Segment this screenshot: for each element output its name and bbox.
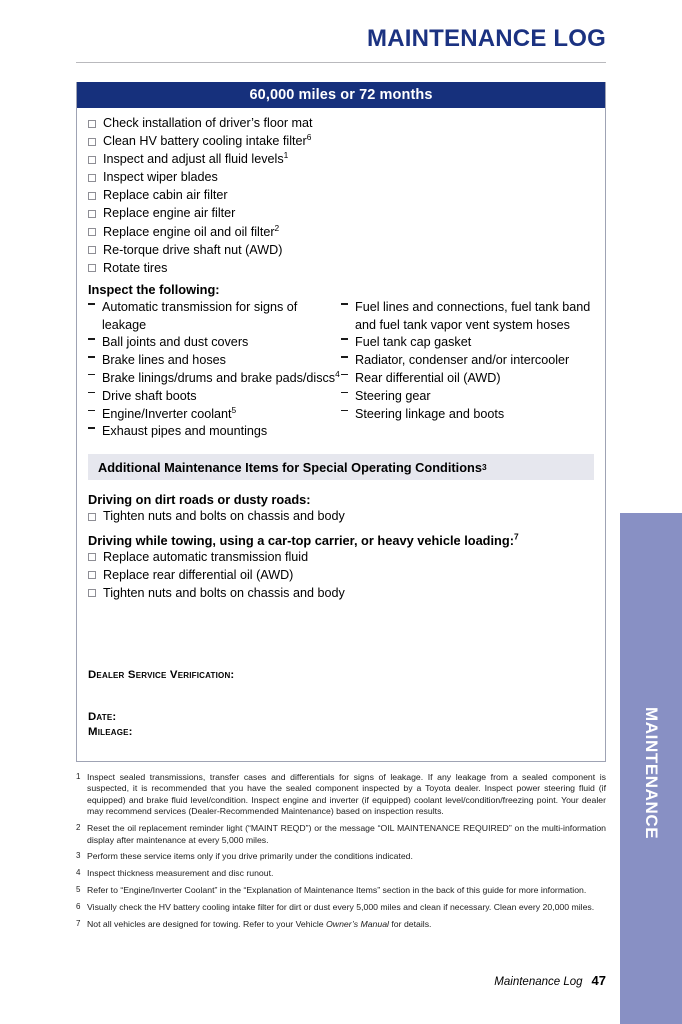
checklist-label: Tighten nuts and bolts on chassis and body: [103, 509, 345, 524]
checkbox-icon[interactable]: [88, 246, 96, 254]
dash-bullet-icon: [341, 356, 349, 357]
dash-bullet-icon: [88, 338, 96, 339]
footnote-ref: 7: [513, 531, 519, 542]
checklist-label: Re-torque drive shaft nut (AWD): [103, 242, 283, 257]
checklist-label: Inspect and adjust all fluid levels$^1$: [103, 150, 289, 167]
inspect-row: [88, 334, 341, 351]
checklist-label: Replace engine oil and oil filter$^2$: [103, 222, 280, 239]
condition-heading: Driving while towing, using a car-top carrier, or heavy vehicle loading:$^7$: [88, 531, 519, 548]
footnote: [76, 885, 606, 896]
checklist-row[interactable]: [88, 585, 594, 603]
inspect-column-left: [88, 299, 341, 441]
inspect-label: Ball joints and dust covers: [102, 335, 249, 350]
checklist-label: Rotate tires: [103, 260, 168, 275]
footnote-ref: 4: [335, 368, 340, 379]
footnote-ref: 2: [274, 222, 280, 233]
footnote: [76, 919, 606, 930]
checkbox-icon[interactable]: [88, 228, 96, 236]
inspect-label: Steering linkage and boots: [355, 406, 505, 421]
footnote-text: Visually check the HV battery cooling intake filter for dirt or dust every 5,000 miles and clean if necessary. Clean every 20,000 miles.: [87, 902, 595, 913]
checklist-row[interactable]: [88, 242, 594, 260]
checklist-row[interactable]: [88, 187, 594, 205]
page-footer: [494, 973, 606, 988]
additional-items-title: Additional Maintenance Items for Special Operating Conditions: [98, 459, 482, 475]
footnote-text: Not all vehicles are designed for towing. Refer to your Vehicle Owner’s Manual for details.: [87, 919, 432, 930]
checklist-row[interactable]: [88, 260, 594, 278]
checkbox-icon[interactable]: [88, 156, 96, 164]
inspect-row: [88, 423, 341, 440]
page-header: [0, 0, 682, 66]
footnote-number: 6: [76, 901, 81, 911]
dash-bullet-icon: [341, 303, 349, 304]
checklist-label: Clean HV battery cooling intake filter$^6$: [103, 131, 312, 149]
checklist-row[interactable]: [88, 205, 594, 223]
dash-bullet-icon: [341, 338, 349, 339]
footnote-text: Reset the oil replacement reminder light (“MAINT REQD”) or the message “OIL MAINTENANCE REQUIRED” on the multi-information display after maintenance at every 5,000 miles.: [87, 823, 606, 845]
inspect-label: Drive shaft boots: [102, 388, 197, 403]
checklist-label: Check installation of driver’s floor mat: [103, 116, 313, 130]
maintenance-log-box: [76, 82, 606, 762]
footnote-number: 2: [76, 822, 81, 832]
dealer-verification-label: Dealer Service Verification:: [88, 669, 235, 682]
checklist-row[interactable]: [88, 549, 594, 567]
footnote-ref: 5: [231, 404, 237, 415]
mileage-label: Mileage:: [88, 726, 133, 739]
footnote: [76, 823, 606, 846]
dealer-signature-space: [88, 683, 594, 710]
checklist-label: Replace engine air filter: [103, 206, 236, 221]
inspect-label: Automatic transmission for signs of leakage: [102, 300, 298, 332]
footnote-text: Inspect sealed transmissions, transfer cases and differentials for signs of leakage. If any leakage from a sealed component is suspected, it is recommended that you have the sealed component inspected by a Toyota dealer. Inspect power steering fluid (if equipped) and brake fluid level/condition. Inspect engine and inverter (if equipped) coolant level/condition/freezing point. Your dealer may recommend services (Dealer-Recommended Maintenance) based on inspection results.: [87, 772, 606, 817]
footnote-number: 3: [76, 850, 81, 860]
inspect-column-right: [341, 299, 594, 441]
condition-heading: Driving on dirt roads or dusty roads:: [88, 492, 311, 508]
footnote-text: Refer to “Engine/Inverter Coolant” in the “Explanation of Maintenance Items” section in the back of this guide for more information.: [87, 885, 587, 896]
dash-bullet-icon: [88, 410, 96, 411]
checkbox-icon[interactable]: [88, 589, 96, 597]
side-tab-label: MAINTENANCE: [642, 707, 661, 840]
inspect-row: [88, 352, 341, 369]
section-side-tab: [620, 513, 682, 1024]
footnote-number: 4: [76, 867, 81, 877]
checkbox-icon[interactable]: [88, 138, 96, 146]
footnote-text: Perform these service items only if you drive primarily under the conditions indicated.: [87, 851, 413, 862]
checklist-row[interactable]: [88, 151, 594, 169]
dash-bullet-icon: [88, 392, 96, 393]
checklist-label: Replace cabin air filter: [103, 188, 228, 203]
checkbox-icon[interactable]: [88, 192, 96, 200]
footnote-number: 1: [76, 771, 81, 781]
inspect-label: Fuel tank cap gasket: [355, 335, 472, 350]
box-inner: [77, 108, 605, 740]
checkbox-icon[interactable]: [88, 120, 96, 128]
dash-bullet-icon: [88, 356, 96, 357]
inspect-columns: [88, 299, 594, 441]
footnote: [76, 851, 606, 862]
checklist-row[interactable]: [88, 169, 594, 187]
inspect-label: Brake linings/drums and brake pads/discs$^4$: [102, 368, 340, 385]
checkbox-icon[interactable]: [88, 174, 96, 182]
inspect-row: [341, 370, 594, 387]
checklist-row[interactable]: [88, 508, 594, 526]
inspect-label: Steering gear: [355, 388, 431, 403]
interval-banner: 60,000 miles or 72 months: [77, 82, 605, 108]
checkbox-icon[interactable]: [88, 513, 96, 521]
page-title: MAINTENANCE LOG: [367, 25, 606, 52]
checkbox-icon[interactable]: [88, 571, 96, 579]
inspect-row: [88, 406, 341, 423]
inspect-label: Fuel lines and connections, fuel tank band and fuel tank vapor vent system hoses: [355, 300, 591, 332]
footnote: [76, 868, 606, 879]
inspect-label: Radiator, condenser and/or intercooler: [355, 353, 570, 368]
checklist-row[interactable]: [88, 224, 594, 242]
inspect-row: [88, 370, 341, 387]
inspect-row: [341, 388, 594, 405]
checklist-row[interactable]: [88, 133, 594, 151]
inspect-heading: Inspect the following:: [88, 282, 220, 298]
checkbox-icon[interactable]: [88, 553, 96, 561]
inspect-label: Engine/Inverter coolant$^5$: [102, 404, 237, 421]
checkbox-icon[interactable]: [88, 264, 96, 272]
inspect-row: [88, 299, 341, 334]
checklist-row[interactable]: [88, 567, 594, 585]
footnote-number: 7: [76, 918, 81, 928]
inspect-label: Rear differential oil (AWD): [355, 370, 501, 385]
checklist-label: Replace rear differential oil (AWD): [103, 567, 294, 582]
dealer-verification-block: [88, 668, 594, 740]
header-divider: [76, 62, 606, 63]
footnote-ref: 1: [283, 150, 289, 160]
inspect-row: [341, 406, 594, 423]
footnote-ref: 6: [306, 131, 312, 142]
footer-page-number: 47: [591, 973, 606, 988]
inspect-label: Brake lines and hoses: [102, 353, 226, 368]
maintenance-checklist: [88, 115, 594, 277]
additional-items-band: Additional Maintenance Items for Special Operating Conditions 3: [88, 454, 594, 480]
dash-bullet-icon: [341, 374, 349, 375]
checkbox-icon[interactable]: [88, 210, 96, 218]
footnote: [76, 772, 606, 818]
checklist-label: Tighten nuts and bolts on chassis and body: [103, 585, 345, 600]
checklist-row[interactable]: [88, 115, 594, 133]
inspect-row: [88, 388, 341, 405]
footnote: [76, 902, 606, 913]
dash-bullet-icon: [88, 303, 96, 304]
dash-bullet-icon: [341, 410, 349, 411]
inspect-row: [341, 352, 594, 369]
dash-bullet-icon: [341, 392, 349, 393]
checklist-label: Inspect wiper blades: [103, 170, 218, 185]
footnote-number: 5: [76, 884, 81, 894]
special-conditions: [88, 492, 594, 602]
inspect-row: [341, 334, 594, 351]
footnotes: [76, 772, 606, 936]
dash-bullet-icon: [88, 374, 96, 375]
dash-bullet-icon: [88, 427, 96, 428]
inspect-row: [341, 299, 594, 334]
date-label: Date:: [88, 711, 117, 724]
footnote-text: Inspect thickness measurement and disc runout.: [87, 868, 274, 879]
footer-section-label: Maintenance Log: [494, 976, 583, 988]
footnote-italic-term: Owner’s Manual: [326, 919, 389, 930]
checklist-label: Replace automatic transmission fluid: [103, 549, 309, 564]
inspect-label: Exhaust pipes and mountings: [102, 424, 268, 439]
